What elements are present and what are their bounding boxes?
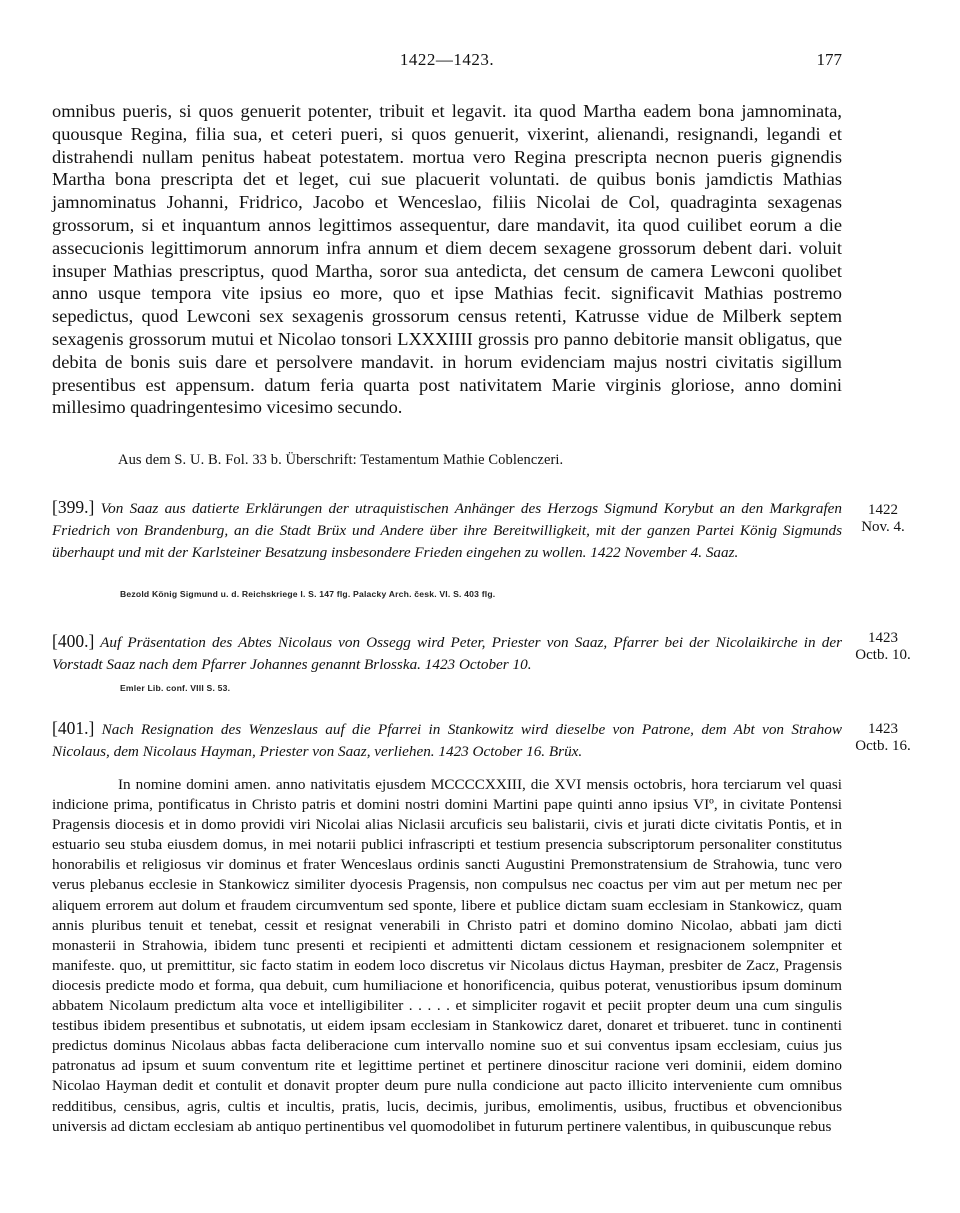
page-number: 177 <box>816 50 842 69</box>
continuation-text <box>52 100 842 419</box>
document-paragraph: In nomine domini amen. anno nativitatis ejusdem MCCCCXXIII, die XVI mensis octobris, hora terciarum vel quasi indicione prima, pontificatus in Christo patris et domini nostri domini Martini pape quinti anno ipsius VIº, in civitate Pontensi Pragensis diocesis et in domo providi viri Nicolai alias Niclasii arcuficis seu balistarii, civis et jurati dicte civitatis Pontis, et in estuario seu stuba eiusdem domus, in mei notarii publici infrascripti et testium presencia subscriptorum personaliter constitutus honorabilis et religiosus vir dominus et frater Wenceslaus ordinis sancti Augustini Premonstratensium de Strahowia, tunc vero verus plebanus ecclesie in Stankowicz similiter dyocesis Pragensis, non compulsus nec coactus per vim aut per metum nec per aliquem errorem aut dolum et fraudem circumventum sed sponte, libere et publice dictam suam ecclesiam in Stankowicz, quam annis pluribus tenuit et tenebat, cessit et resignat venerabili in Christo patri et domino domino Nicolao, abbati jam dicti monasterii in Strahowia, ibidem tunc presenti et recipienti et admittenti dictam cessionem et resignacionem solempniter et manifeste. quo, ut premittitur, sic facto statim in eodem loco discretus vir Nicolaus dictus Hayman, presbiter de Zacz, Pragensis diocesis predicte modo et forma, qua debuit, cum humiliacione et honorificencia, quibus poterat, venustioribus ipsum dominum abbatem Nicolaum predictum alta voce et intelligibiliter . . . . . et simpliciter rogavit et peciit propter deum una cum singulis testibus ibidem presentibus et subnotatis, ut eidem ipsam ecclesiam in Stankowicz daret, donaret et tribueret. tunc in continenti predictus dominus Nicolaus abbas facta deliberacione cum intervallo nomine suo et sui conventus ipsam ecclesiam, cuius jus patronatus ad ipsum et suum conventum rite et legittime pertinet et pertinere dinoscitur racione veri dominii, eidem domino Nicolao Hayman dedit et contulit et donavit propter deum pure nulla condicione aut pacto illicito interveniente cum omnibus redditibus, censibus, agris, cultis et incultis, pratis, lucis, decimis, juribus, emolimentis, usibus, fructibus et obvencionibus universis ad dictam ecclesiam ab antiquo pertinentibus vel quomodolibet in futurum pertinere valentibus, in quibuscunque rebus <box>52 776 842 1135</box>
entry-number: [400.] <box>52 631 95 651</box>
margin-date-400 <box>852 630 914 664</box>
entry-400 <box>52 630 842 676</box>
margin-day: Octb. 16. <box>855 738 911 754</box>
margin-year: 1423 <box>868 630 898 646</box>
entry-399 <box>52 496 842 564</box>
margin-year: 1422 <box>868 502 898 518</box>
document-text <box>52 775 842 1137</box>
entry-reference: Emler Lib. conf. VIII S. 53. <box>120 683 231 693</box>
margin-date-401 <box>852 721 914 755</box>
running-header <box>52 50 842 76</box>
margin-date-399 <box>852 502 914 536</box>
margin-day: Octb. 10. <box>855 647 911 663</box>
margin-year: 1423 <box>868 721 898 737</box>
continuation-paragraph: omnibus pueris, si quos genuerit potenter, tribuit et legavit. ita quod Martha eadem bona jamnominata, quousque Regina, filia sua, et ceteri pueri, si quos genuerit, vixerint, alienandi, resignandi, legandi et distrahendi nullam penitus habeat potestatem. mortua vero Regina prescripta necnon pueris gignendis Martha bona prescripta det et leget, cui sue placuerit voluntati. de quibus bonis jamdictis Mathias jamnominatus Johanni, Fridrico, Jacobo et Wenceslao, filiis Nicolai de Col, quadraginta sexagenas grossorum, si et inquantum annos legittimos assequentur, dare mandavit, ita quod cuilibet eorum a die assecucionis legittimorum annorum infra annum et diem decem sexagene grossorum debent dari. voluit insuper Mathias prescriptus, quod Martha, soror sua antedicta, det censum de camera Lewconi quolibet anno usque tempora vite ipsius eo more, quo et ipse Mathias fecit. significavit Mathias postremo sepedictus, quod Lewconi sex sexagenis grossorum census retenti, Katrusse vidue de Milberk septem sexagenis grossorum mutui et Nicolao tonsori LXXXIIII grossis pro panno debitorie mansit obligatus, que debita de bonis suis dare et persolvere mandavit. in horum evidenciam majus nostri civitatis sigillum presentibus est appensum. datum feria quarta post nativitatem Marie virginis gloriose, anno domini millesimo quadringentesimo vicesimo secundo. <box>52 101 842 418</box>
entry-title: Nach Resignation des Wenzeslaus auf die Pfarrei in Stankowitz wird dieselbe von Patrone, dem Abt von Strahow Nicolaus, dem Nicolaus Hayman, Priester von Saaz, verliehen. 1423 October 16. Brüx. <box>52 721 842 760</box>
entry-reference: Bezold König Sigmund u. d. Reichskriege I. S. 147 flg. Palacky Arch. česk. VI. S. 403 flg. <box>120 589 496 599</box>
entry-401 <box>52 717 842 763</box>
entry-title: Auf Präsentation des Abtes Nicolaus von Ossegg wird Peter, Priester von Saaz, Pfarrer bei der Nicolaikirche in der Vorstadt Saaz nach dem Pfarrer Johannes genannt Brlosska. 1423 October 10. <box>52 634 842 673</box>
header-years: 1422—1423. <box>399 50 495 69</box>
entry-number: [401.] <box>52 718 95 738</box>
entry-number: [399.] <box>52 497 95 517</box>
source-note: Aus dem S. U. B. Fol. 33 b. Überschrift: Testamentum Mathie Coblenczeri. <box>118 452 564 468</box>
margin-day: Nov. 4. <box>861 519 905 535</box>
entry-title: Von Saaz aus datierte Erklärungen der utraquistischen Anhänger des Herzogs Sigmund Korybut an den Markgrafen Friedrich von Brandenburg, an die Stadt Brüx und Andere über ihre Bereitwilligkeit, mit der ganzen Partei König Sigmunds überhaupt und mit der Karlsteiner Besatzung insbesondere Frieden eingehen zu wollen. 1422 November 4. Saaz. <box>52 500 842 561</box>
